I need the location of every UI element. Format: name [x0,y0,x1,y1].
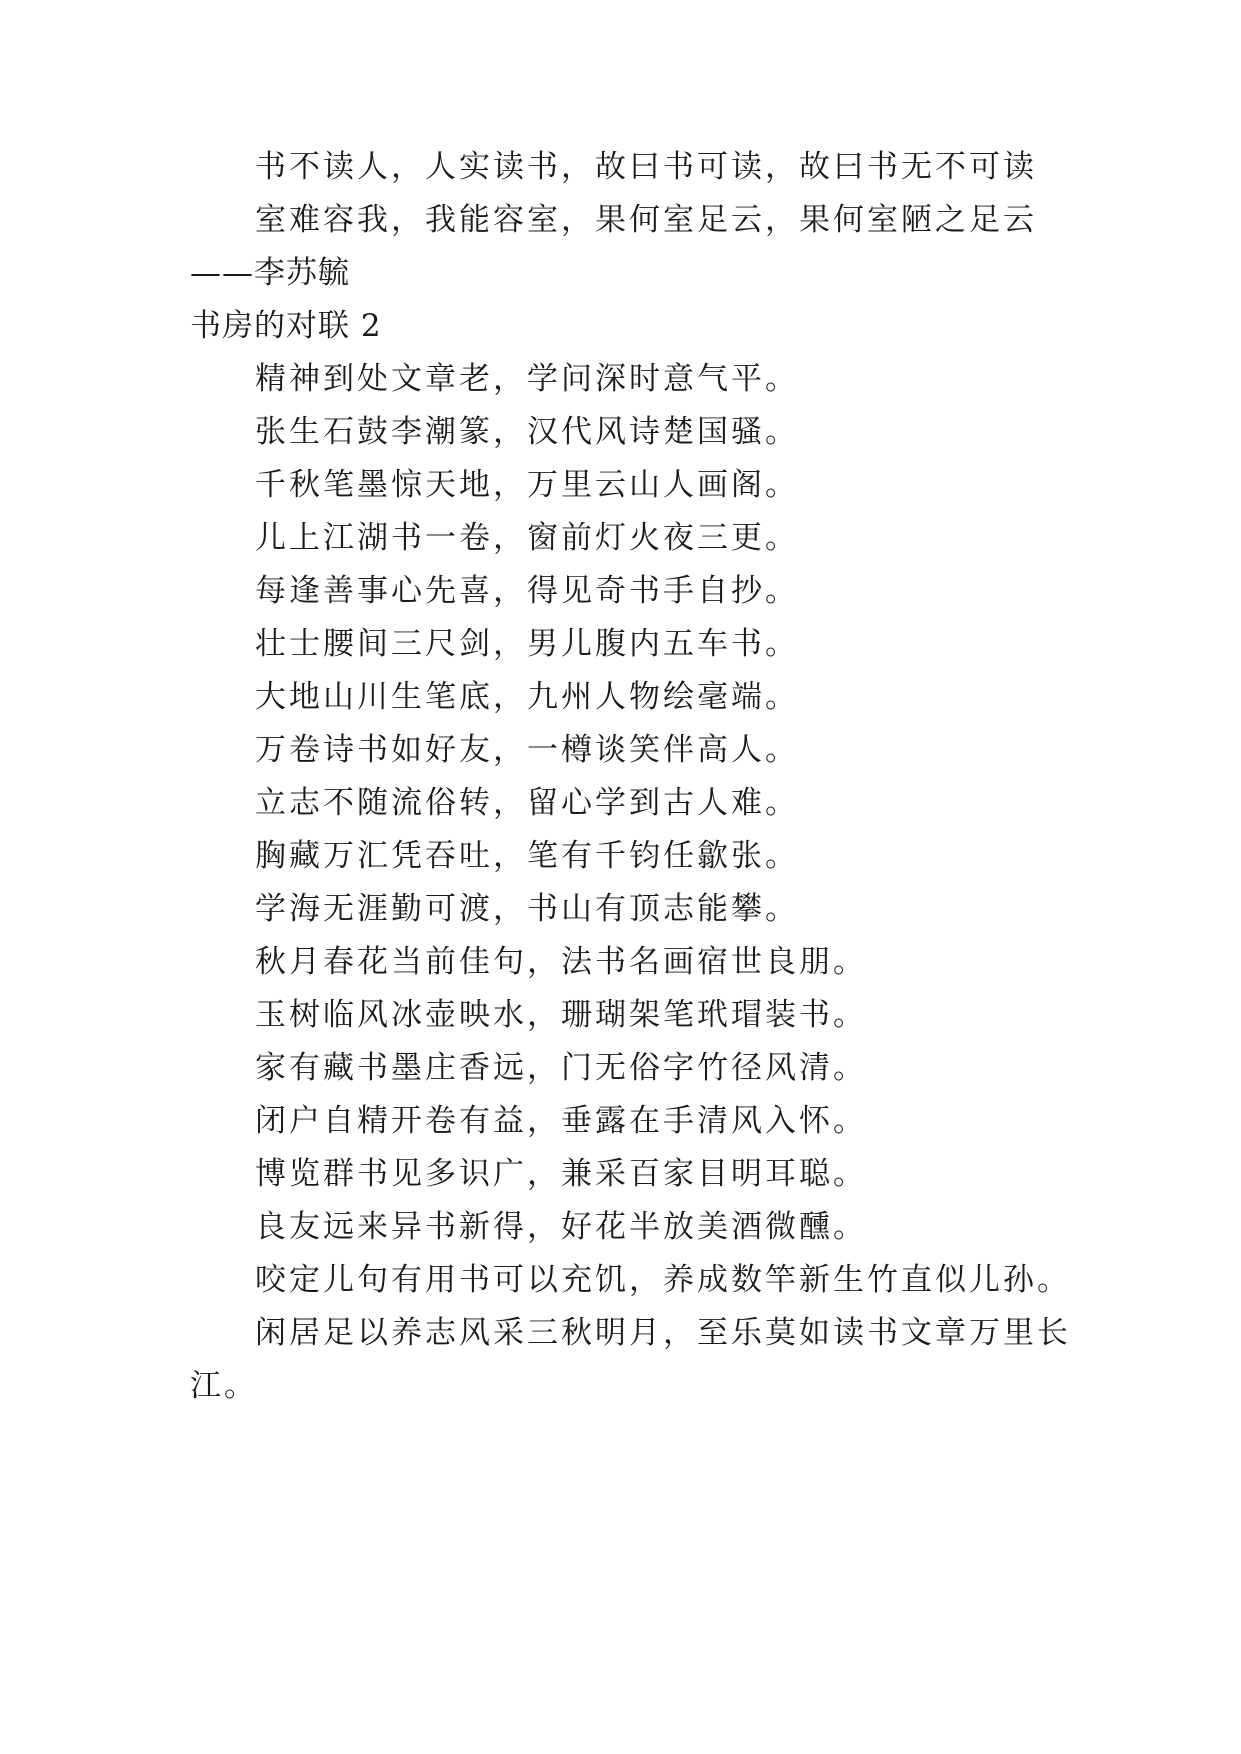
couplet-line: 儿上江湖书一卷，窗前灯火夜三更。 [255,520,799,556]
couplet-line: 壮士腰间三尺剑，男儿腹内五车书。 [255,626,799,662]
couplet-line-wrap: 江。 [190,1368,258,1404]
couplet-line: 闭户自精开卷有益，垂露在手清风入怀。 [255,1103,867,1139]
couplet-line: 闲居足以养志风采三秋明月，至乐莫如读书文章万里长 [255,1315,1071,1351]
couplet-line: 精神到处文章老，学问深时意气平。 [255,361,799,397]
couplet-line: 千秋笔墨惊天地，万里云山人画阁。 [255,467,799,503]
section-heading: 书房的对联 2 [190,308,382,344]
couplet-line: 玉树临风冰壶映水，珊瑚架笔玳瑁装书。 [255,997,867,1033]
signature: ——李苏毓 [190,255,350,291]
couplet-line: 秋月春花当前佳句，法书名画宿世良朋。 [255,944,867,980]
couplet-line: 咬定儿句有用书可以充饥，养成数竿新生竹直似儿孙。 [255,1262,1071,1298]
couplet-line: 张生石鼓李潮篆，汉代风诗楚国骚。 [255,414,799,450]
couplet-line: 大地山川生笔底，九州人物绘毫端。 [255,679,799,715]
couplet-line: 胸藏万汇凭吞吐，笔有千钧任歙张。 [255,838,799,874]
couplet-line: 万卷诗书如好友，一樽谈笑伴高人。 [255,732,799,768]
couplet-line: 家有藏书墨庄香远，门无俗字竹径风清。 [255,1050,867,1086]
couplet-line: 立志不随流俗转，留心学到古人难。 [255,785,799,821]
couplet-line: 学海无涯勤可渡，书山有顶志能攀。 [255,891,799,927]
intro-line-2: 室难容我，我能容室，果何室足云，果何室陋之足云 [255,202,1037,238]
couplet-line: 博览群书见多识广，兼采百家目明耳聪。 [255,1156,867,1192]
intro-line-1: 书不读人，人实读书，故曰书可读，故曰书无不可读 [255,149,1037,185]
couplet-line: 每逢善事心先喜，得见奇书手自抄。 [255,573,799,609]
couplet-line: 良友远来异书新得，好花半放美酒微醺。 [255,1209,867,1245]
